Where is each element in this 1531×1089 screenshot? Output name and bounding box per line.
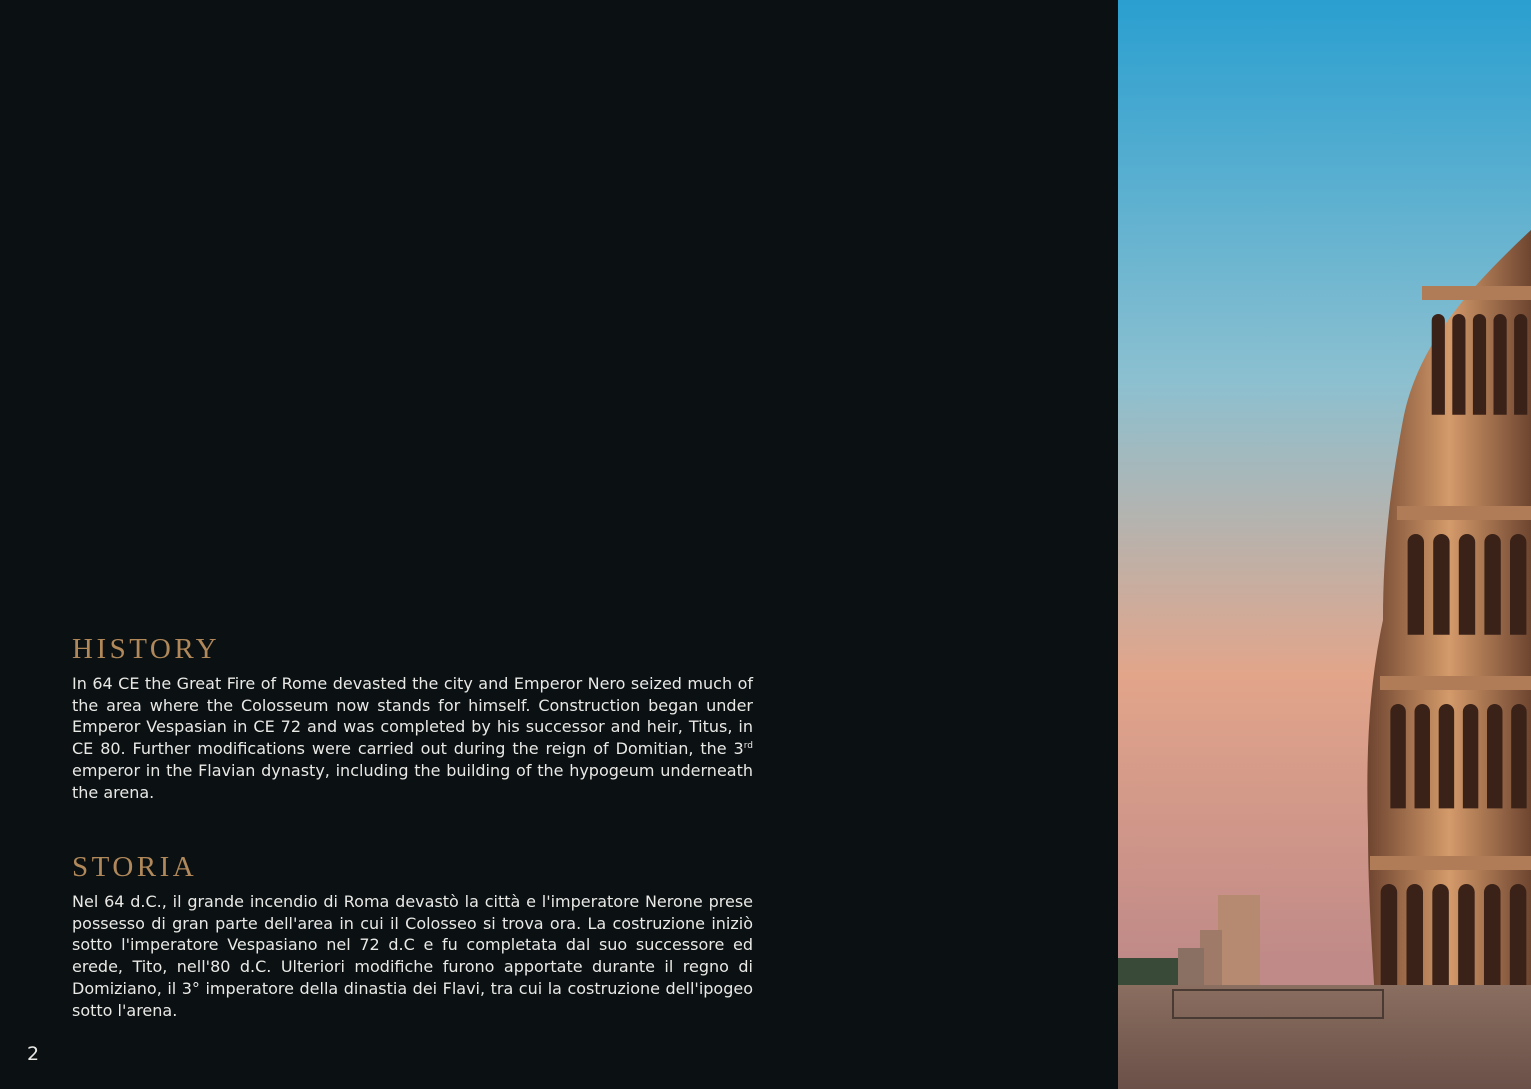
colosseum-arch [1458,884,1475,992]
history-heading: HISTORY [72,633,221,665]
colosseum-arch [1510,884,1527,992]
tier-cornice [1380,676,1531,690]
tier-cornice [1422,286,1531,300]
colosseum-arch [1511,704,1526,808]
distant-building [1178,948,1204,988]
colosseum-arch [1381,884,1398,992]
colosseum-arch [1510,534,1526,635]
distant-building [1218,895,1260,985]
history-text-part1: In 64 CE the Great Fire of Rome devasted the city and Emperor Nero seized much of the area where the Colosseum now stands for himself. Construction began under Emperor Vespasian in CE 72 and was completed by his successor and heir, Titus, in CE 80. Further modifications were carried out during the reign of Domitian, the 3 [72,674,753,759]
plaza-ground [1118,985,1531,1089]
colosseum-arch [1390,704,1405,808]
colosseum-arch [1473,314,1486,415]
colosseum-arch [1494,314,1507,415]
storia-heading: STORIA [72,851,198,883]
colosseum-arch [1484,884,1501,992]
colosseum-arch [1432,314,1445,415]
history-text-part2: emperor in the Flavian dynasty, including the building of the hypogeum underneath the arena. [72,760,753,802]
colosseum-arch [1452,314,1465,415]
storia-paragraph: Nel 64 d.C., il grande incendio di Roma devastò la città e l'imperatore Nerone prese possesso di gran parte dell'area in cui il Colosseo si trova ora. La costruzione iniziò sotto l'imperatore Vespasiano nel 72 d.C e fu completata dal suo successore ed erede, Tito, nell'80 d.C. Ulteriori modifiche furono apportate durante il regno di Domiziano, il 3° imperatore della dinastia dei Flavi, tra cui la costruzione dell'ipogeo sotto l'arena. [72,892,753,1020]
tier-cornice [1370,856,1531,870]
colosseum-illustration [1118,0,1531,1089]
colosseum-arch [1459,534,1475,635]
colosseum-arch [1408,534,1424,635]
colosseum-arch [1487,704,1502,808]
colosseum-arch [1415,704,1430,808]
colosseum-arch [1463,704,1478,808]
colosseum-arch [1406,884,1423,992]
colosseum-arch [1432,884,1449,992]
history-paragraph [72,673,753,803]
colosseum-arch [1433,534,1449,635]
colosseum-arch [1484,534,1500,635]
distant-trees [1118,958,1178,988]
page-number: 2 [27,1043,40,1065]
ordinal-superscript: rd [743,741,753,752]
colosseum-arch [1514,314,1527,415]
colosseum-arch [1439,704,1454,808]
tier-cornice [1397,506,1531,520]
colosseum-photo [1118,0,1531,1089]
